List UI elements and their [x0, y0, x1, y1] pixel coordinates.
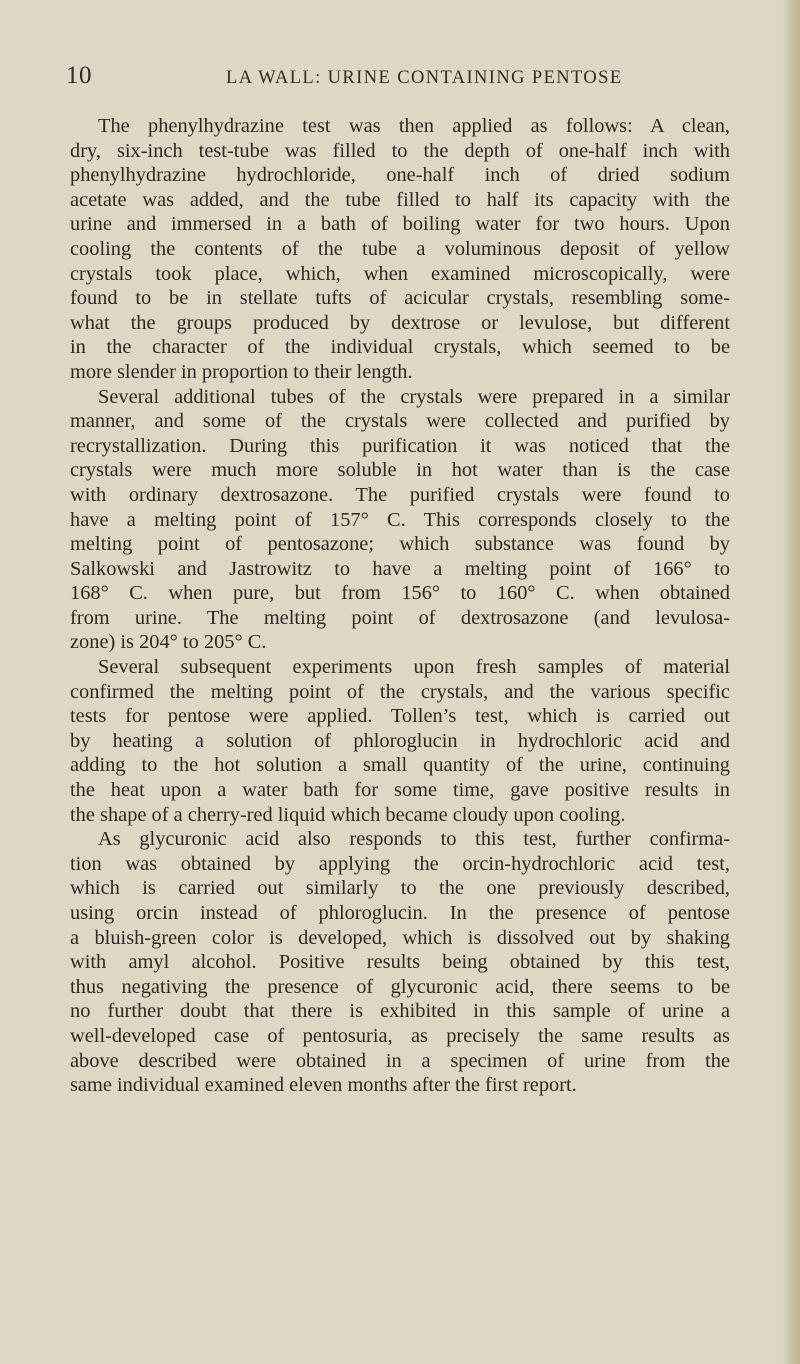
text-line: what the groups produced by dextrose or levulose, but different: [70, 311, 730, 334]
text-line: which is carried out similarly to the one previously described,: [70, 877, 730, 900]
text-line: tests for pentose were applied. Tollen’s test, which is carried out: [70, 705, 730, 728]
text-line: The phenylhydrazine test was then applied as follows: A clean,: [98, 115, 730, 137]
text-line: melting point of pentosazone; which substance was found by: [70, 533, 730, 556]
text-line: Salkowski and Jastrowitz to have a melting point of 166° to: [70, 557, 730, 580]
text-line: tion was obtained by applying the orcin-hydrochloric acid test,: [70, 852, 730, 875]
text-line: Several additional tubes of the crystals were prepared in a similar: [98, 385, 730, 408]
text-line: in the character of the individual crystals, which seemed to be: [70, 336, 730, 359]
text-line: a bluish-green color is developed, which is dissolved out by shaking: [70, 926, 730, 949]
page-header: [0, 58, 782, 98]
text-line: Several subsequent experiments upon fresh samples of material: [98, 656, 730, 679]
text-line: recrystallization. During this purification it was noticed that the: [70, 434, 730, 457]
text-line: manner, and some of the crystals were collected and purified by: [70, 410, 730, 433]
text-line: 168° C. when pure, but from 156° to 160° C. when obtained: [70, 582, 730, 605]
text-line: urine and immersed in a bath of boiling water for two hours. Upon: [70, 213, 730, 236]
text-line: cooling the contents of the tube a voluminous deposit of yellow: [70, 237, 730, 260]
text-line: thus negativing the presence of glycuronic acid, there seems to be: [70, 975, 730, 998]
text-line: As glycuronic acid also responds to this test, further confirma-: [98, 828, 730, 851]
text-line: no further doubt that there is exhibited in this sample of urine a: [70, 1000, 730, 1023]
text-line: adding to the hot solution a small quantity of the urine, continuing: [70, 754, 730, 777]
text-line: using orcin instead of phloroglucin. In the presence of pentose: [70, 902, 730, 924]
text-line: zone) is 204° to 205° C.: [70, 631, 267, 654]
text-line: dry, six-inch test-tube was filled to the depth of one-half inch with: [70, 139, 730, 162]
text-line: same individual examined eleven months after the first report.: [70, 1074, 577, 1097]
text-line: with ordinary dextrosazone. The purified crystals were found to: [70, 483, 730, 506]
text-line: the heat upon a water bath for some time, gave positive results in: [70, 779, 730, 802]
text-line: by heating a solution of phloroglucin in hydrochloric acid and: [70, 729, 730, 752]
text-line: found to be in stellate tufts of acicular crystals, resembling some-: [70, 287, 730, 310]
page-edge-shadow: [782, 0, 800, 1364]
text-line: the shape of a cherry-red liquid which became cloudy upon cooling.: [70, 803, 626, 826]
text-line: with amyl alcohol. Positive results being obtained by this test,: [70, 951, 730, 974]
page-number: 10: [66, 62, 92, 89]
text-line: more slender in proportion to their length.: [70, 360, 413, 383]
text-line: confirmed the melting point of the crystals, and the various specific: [70, 680, 730, 703]
running-head: LA WALL: URINE CONTAINING PENTOSE: [226, 68, 623, 88]
text-line: crystals were much more soluble in hot water than is the case: [70, 459, 730, 482]
text-line: well-developed case of pentosuria, as precisely the same results as: [70, 1024, 730, 1047]
text-line: from urine. The melting point of dextrosazone (and levulosa-: [70, 606, 730, 629]
text-line: acetate was added, and the tube filled to half its capacity with the: [70, 188, 730, 211]
text-line: crystals took place, which, when examined microscopically, were: [70, 262, 730, 285]
body-text: [70, 114, 730, 1098]
text-line: above described were obtained in a specimen of urine from the: [70, 1049, 730, 1072]
text-line: have a melting point of 157° C. This corresponds closely to the: [70, 508, 730, 531]
text-line: phenylhydrazine hydrochloride, one-half inch of dried sodium: [70, 164, 730, 187]
